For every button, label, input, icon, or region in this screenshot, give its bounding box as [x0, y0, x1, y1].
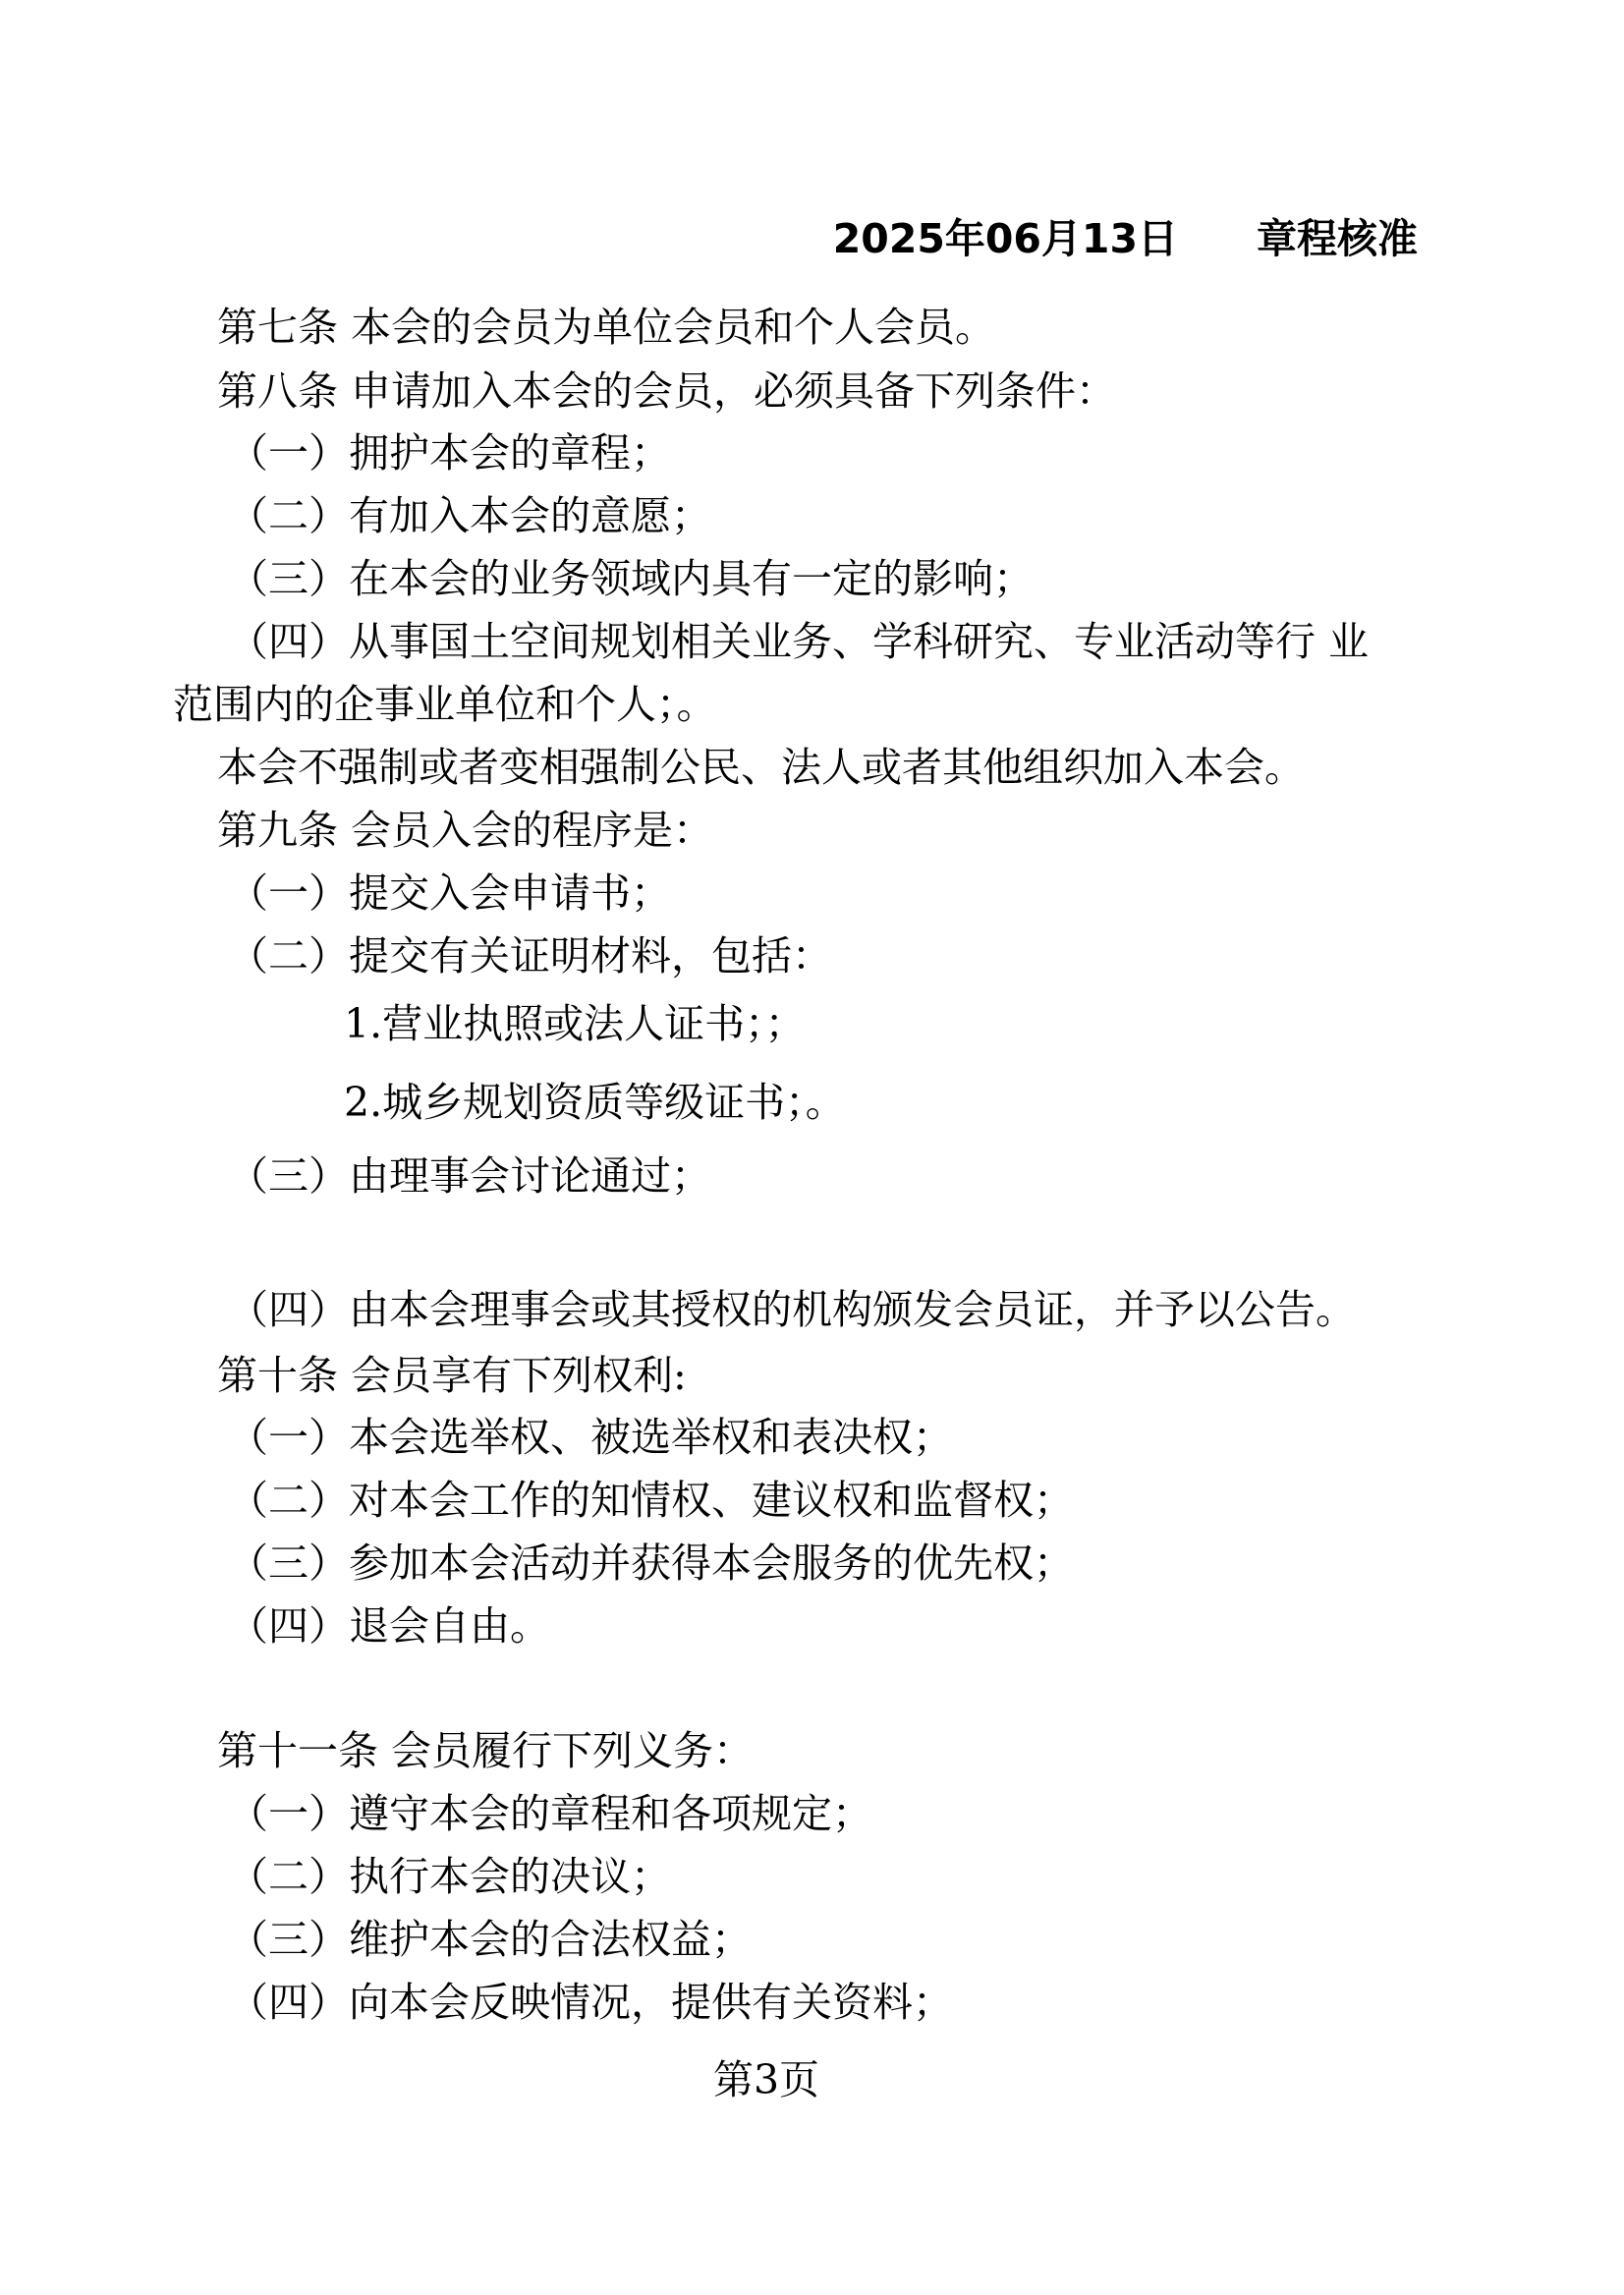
article-8-item-1: （一）拥护本会的章程；	[228, 429, 671, 476]
article-9-item-1: （一）提交入会申请书；	[228, 869, 671, 917]
article-9-item-4: （四）由本会理事会或其授权的机构颁发会员证，并予以公告。	[228, 1286, 1356, 1333]
header-date: 2025年06月13日	[832, 215, 1178, 262]
article-11-item-4: （四）向本会反映情况，提供有关资料；	[228, 1979, 953, 2026]
article-10: 第十条 会员享有下列权利:	[217, 1352, 687, 1399]
article-8-item-2: （二）有加入本会的意愿；	[228, 492, 711, 539]
article-10-item-4: （四）退会自由。	[228, 1602, 550, 1650]
article-8-item-4: （四）从事国土空间规划相关业务、学科研究、专业活动等行 业	[228, 618, 1370, 665]
article-11: 第十一条 会员履行下列义务：	[217, 1727, 755, 1774]
article-8-note: 本会不强制或者变相强制公民、法人或者其他组织加入本会。	[217, 744, 1305, 791]
article-10-item-3: （三）参加本会活动并获得本会服务的优先权；	[228, 1539, 1074, 1587]
article-10-item-1: （一）本会选举权、被选举权和表决权；	[228, 1414, 953, 1461]
article-9: 第九条 会员入会的程序是：	[217, 807, 714, 854]
article-11-item-2: （二）执行本会的决议；	[228, 1853, 671, 1900]
article-9-item-2: （二）提交有关证明材料，包括：	[228, 932, 832, 980]
page-number: 第3页	[712, 2056, 820, 2103]
page-header	[833, 212, 1418, 265]
article-9-item-3: （三）由理事会讨论通过；	[228, 1152, 711, 1200]
header-label: 章程核准	[1257, 215, 1418, 262]
article-11-item-1: （一）遵守本会的章程和各项规定；	[228, 1790, 872, 1837]
article-7: 第七条 本会的会员为单位会员和个人会员。	[217, 304, 996, 351]
article-9-subitem-2: 2.城乡规划资质等级证书；。	[344, 1079, 846, 1126]
article-9-subitem-1: 1.营业执照或法人证书；；	[344, 1000, 806, 1047]
article-10-item-2: （二）对本会工作的知情权、建议权和监督权；	[228, 1477, 1074, 1524]
article-11-item-3: （三）维护本会的合法权益；	[228, 1916, 752, 1963]
article-8-item-3: （三）在本会的业务领域内具有一定的影响；	[228, 555, 1034, 602]
article-8: 第八条 申请加入本会的会员，必须具备下列条件：	[217, 367, 1117, 415]
article-8-item-4-continued: 范围内的企事业单位和个人；。	[173, 681, 717, 728]
